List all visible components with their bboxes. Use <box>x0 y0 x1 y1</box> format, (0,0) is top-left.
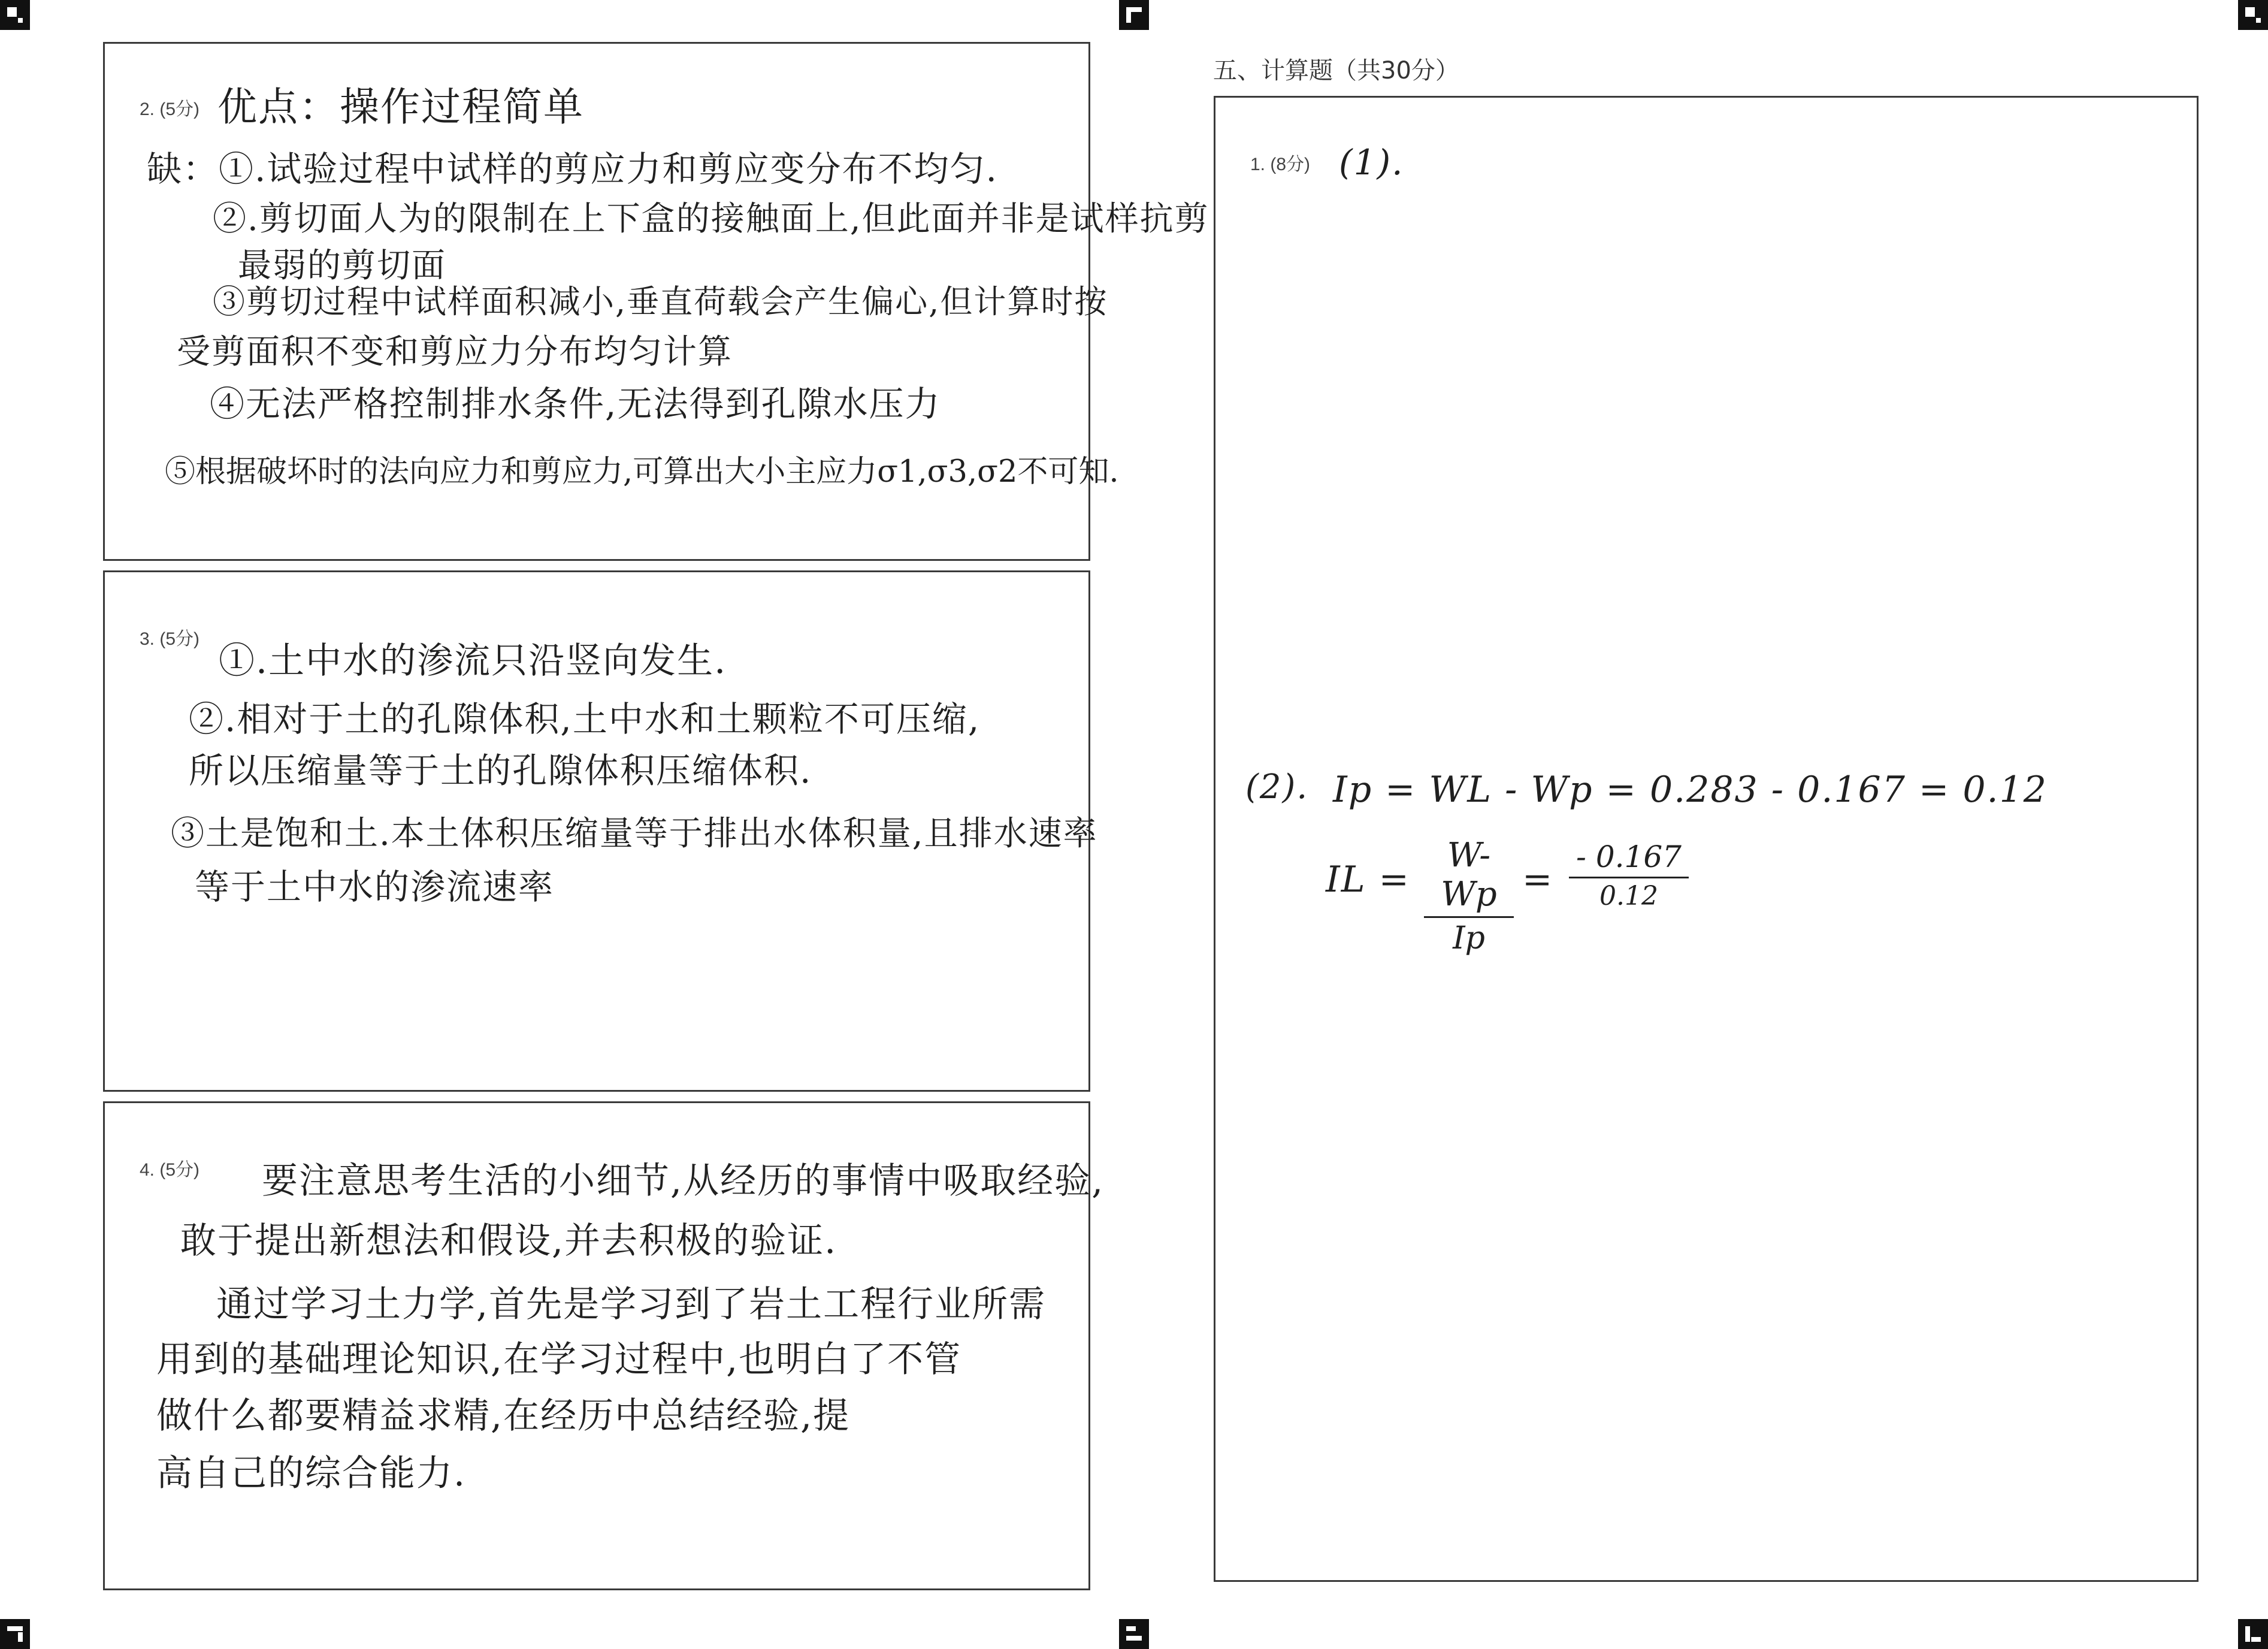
handwritten-line: 敢于提出新想法和假设,并去积极的验证. <box>180 1220 837 1262</box>
fraction-denominator-value: 0.12 <box>1599 881 1658 911</box>
handwritten-line: 等于土中水的渗流速率 <box>195 866 555 907</box>
fraction-liquidity-index <box>1424 836 1514 956</box>
answer-box-q2 <box>103 42 1209 561</box>
section-title: 五、计算题（共30分） <box>1213 57 1459 84</box>
handwritten-line: ④无法严格控制排水条件,无法得到孔隙水压力 <box>210 383 941 424</box>
handwritten-line: ②.相对于土的孔隙体积,土中水和土颗粒不可压缩, <box>189 699 981 739</box>
handwritten-line: ⑤根据破坏时的法向应力和剪应力,可算出大小主应力σ1,σ3,σ2不可知. <box>165 454 1119 490</box>
fiducial-marker-top-center <box>1119 0 1149 30</box>
part-label-1: (1). <box>1339 142 1404 183</box>
fraction-numerator: W-Wp <box>1441 836 1497 914</box>
fiducial-marker-bottom-left <box>0 1619 30 1649</box>
answer-box-q3 <box>103 570 1098 1092</box>
part-label-2: (2). <box>1245 768 1309 807</box>
handwritten-line: 所以压缩量等于土的孔隙体积压缩体积. <box>189 750 812 791</box>
fiducial-marker-bottom-center <box>1119 1619 1149 1649</box>
question-label-calc1: 1. (8分) <box>1250 155 1311 174</box>
question-label-q3: 3. (5分) <box>140 629 200 649</box>
fraction-liquidity-index-values <box>1569 839 1689 911</box>
answer-box-calc1 <box>1214 96 2199 1582</box>
fiducial-marker-top-left <box>0 0 30 30</box>
handwritten-line: ②.剪切面人为的限制在上下盒的接触面上,但此面并非是试样抗剪 <box>213 200 1209 238</box>
question-label-q2: 2. (5分) <box>140 99 200 119</box>
handwritten-line: 要注意思考生活的小细节,从经历的事情中吸取经验, <box>262 1160 1105 1202</box>
handwritten-line: 用到的基础理论知识,在学习过程中,也明白了不管 <box>156 1339 962 1381</box>
handwritten-line: 缺：①.试验过程中试样的剪应力和剪应变分布不均匀. <box>147 149 998 189</box>
fraction-denominator: Ip <box>1453 920 1485 956</box>
handwritten-line: 最弱的剪切面 <box>238 246 446 285</box>
fiducial-marker-top-right <box>2238 0 2268 30</box>
handwritten-line: 优点：操作过程简单 <box>217 84 584 130</box>
handwritten-line: ①.土中水的渗流只沿竖向发生. <box>219 640 727 682</box>
fraction-bar <box>1569 877 1689 878</box>
fiducial-marker-bottom-right <box>2238 1619 2268 1649</box>
handwritten-line: 通过学习土力学,首先是学习到了岩土工程行业所需 <box>216 1283 1047 1325</box>
handwritten-line: ③土是饱和土.本土体积压缩量等于排出水体积量,且排水速率 <box>171 814 1098 853</box>
handwritten-line: 高自己的综合能力. <box>156 1452 467 1494</box>
handwritten-line: ③剪切过程中试样面积减小,垂直荷载会产生偏心,但计算时按 <box>213 283 1108 321</box>
fraction-bar <box>1424 916 1514 918</box>
answer-box-q4 <box>103 1101 1105 1590</box>
equation-plasticity-index: Ip = WL - Wp = 0.283 - 0.167 = 0.12 <box>1333 769 2048 811</box>
handwritten-line: 受剪面积不变和剪应力分布均匀计算 <box>177 333 733 372</box>
handwritten-line: 做什么都要精益求精,在经历中总结经验,提 <box>156 1395 851 1437</box>
equation-liquidity-index-lhs: IL = <box>1326 859 1410 901</box>
question-label-q4: 4. (5分) <box>140 1160 200 1180</box>
fraction-numerator-value: - 0.167 <box>1576 839 1682 874</box>
equals-sign: = <box>1522 859 1554 901</box>
